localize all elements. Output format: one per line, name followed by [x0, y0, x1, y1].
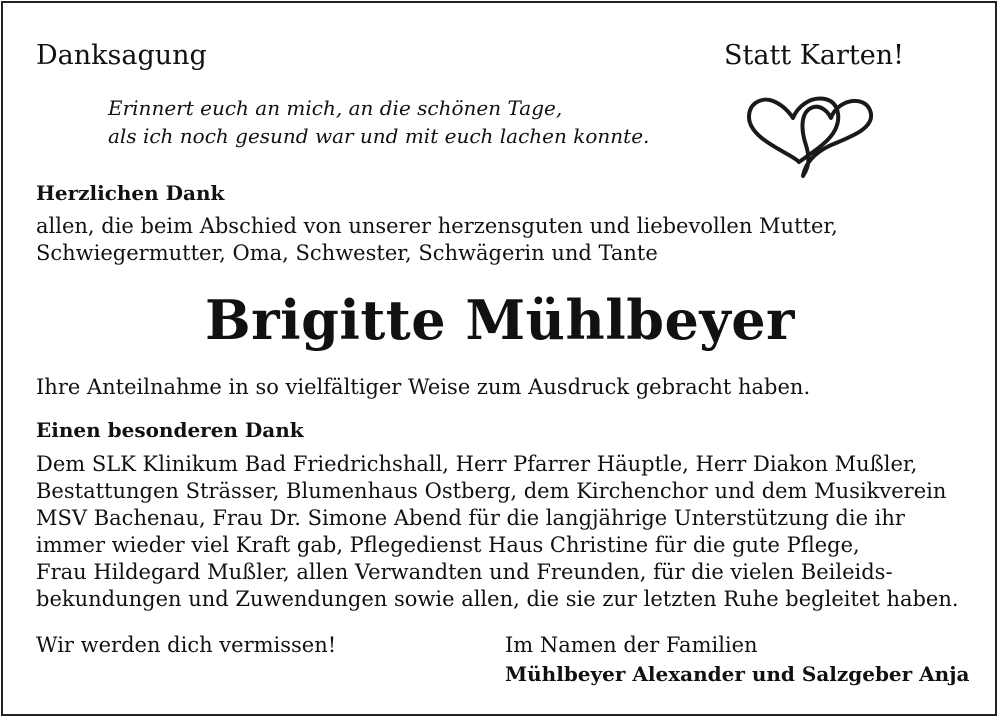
poem	[108, 94, 649, 150]
text-line: bekundungen und Zuwendungen sowie allen, die sie zur letzten Ruhe begleitet haben.	[36, 587, 959, 611]
poem-line: als ich noch gesund war und mit euch lachen konnte.	[108, 124, 650, 148]
special-thanks-text	[36, 451, 959, 613]
special-thanks-heading: Einen besonderen Dank	[36, 418, 304, 442]
notice-title: Danksagung	[36, 40, 207, 71]
text-line: Bestattungen Strässer, Blumenhaus Ostberg, dem Kirchenchor und dem Musikverein	[36, 479, 947, 503]
sympathy-text: Ihre Anteilnahme in so vielfältiger Weise zum Ausdruck gebracht haben.	[36, 375, 811, 399]
deceased-name: Brigitte Mühlbeyer	[204, 288, 796, 352]
thanks-text	[36, 213, 838, 267]
text-line: Dem SLK Klinikum Bad Friedrichshall, Herr Pfarrer Häuptle, Herr Diakon Mußler,	[36, 452, 918, 476]
two-hearts-icon	[745, 92, 880, 182]
text-line: allen, die beim Abschied von unserer herzensguten und liebevollen Mutter,	[36, 214, 838, 238]
thanks-heading: Herzlichen Dank	[36, 181, 225, 205]
text-line: Frau Hildegard Mußler, allen Verwandten und Freunden, für die vielen Beileids-	[36, 560, 893, 584]
text-line: immer wieder viel Kraft gab, Pflegedienst Haus Christine für die gute Pflege,	[36, 533, 860, 557]
text-line: Schwiegermutter, Oma, Schwester, Schwägerin und Tante	[36, 241, 658, 265]
notice-subtitle: Statt Karten!	[724, 40, 904, 71]
families-signature: Mühlbeyer Alexander und Salzgeber Anja	[505, 662, 970, 686]
farewell-text: Wir werden dich vermissen!	[36, 633, 337, 657]
poem-line: Erinnert euch an mich, an die schönen Tage,	[108, 96, 563, 120]
on-behalf-text: Im Namen der Familien	[505, 633, 758, 657]
text-line: MSV Bachenau, Frau Dr. Simone Abend für die langjährige Unterstützung die ihr	[36, 506, 905, 530]
